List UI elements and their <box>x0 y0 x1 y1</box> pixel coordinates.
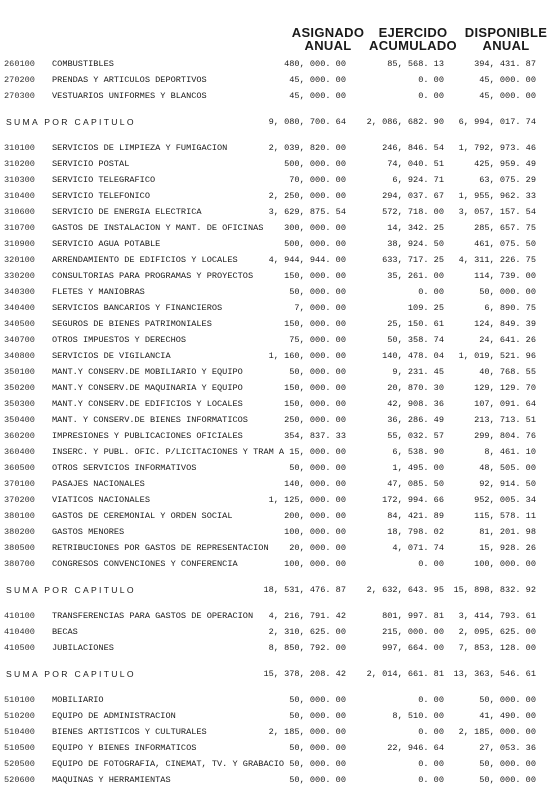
disponible-value: 952, 005. 34 <box>474 495 536 505</box>
asignado-value: 15, 000. 00 <box>289 447 346 457</box>
account-description: SERVICIOS DE VIGILANCIA <box>52 351 171 361</box>
table-row <box>0 444 550 460</box>
disponible-value: 115, 578. 11 <box>474 511 536 521</box>
ejercido-value: 25, 150. 61 <box>387 319 444 329</box>
table-row <box>0 364 550 380</box>
account-code: 510100 <box>4 695 35 705</box>
ejercido-value: 36, 286. 49 <box>387 415 444 425</box>
account-code: 410100 <box>4 611 35 621</box>
asignado-value: 300, 000. 00 <box>284 223 346 233</box>
budget-table <box>0 56 550 788</box>
account-code: 310900 <box>4 239 35 249</box>
table-row <box>0 460 550 476</box>
disponible-value: 81, 201. 98 <box>479 527 536 537</box>
account-code: 360200 <box>4 431 35 441</box>
account-description: SEGUROS DE BIENES PATRIMONIALES <box>52 319 212 329</box>
disponible-value: 40, 768. 55 <box>479 367 536 377</box>
ejercido-value: 84, 421. 89 <box>387 511 444 521</box>
ejercido-value: 2, 086, 682. 90 <box>366 117 444 127</box>
asignado-value: 50, 000. 00 <box>289 367 346 377</box>
row-gap <box>0 598 550 608</box>
account-code: 340500 <box>4 319 35 329</box>
account-code: 320100 <box>4 255 35 265</box>
account-description: GASTOS MENORES <box>52 527 125 537</box>
header-disponible <box>459 26 550 52</box>
account-code: 310400 <box>4 191 35 201</box>
asignado-value: 2, 310, 625. 00 <box>268 627 346 637</box>
account-code: 380100 <box>4 511 35 521</box>
table-row <box>0 428 550 444</box>
disponible-value: 461, 075. 50 <box>474 239 536 249</box>
account-description: TRANSFERENCIAS PARA GASTOS DE OPERACION <box>52 611 254 621</box>
ejercido-value: 14, 342. 25 <box>387 223 444 233</box>
account-code: 380500 <box>4 543 35 553</box>
ejercido-value: 6, 538. 90 <box>392 447 444 457</box>
account-code: 510400 <box>4 727 35 737</box>
asignado-value: 8, 850, 792. 00 <box>268 643 346 653</box>
asignado-value: 100, 000. 00 <box>284 527 346 537</box>
account-description: GASTOS DE CEREMONIAL Y ORDEN SOCIAL <box>52 511 233 521</box>
asignado-value: 2, 250, 000. 00 <box>268 191 346 201</box>
column-headers <box>0 4 550 54</box>
ejercido-value: 47, 085. 50 <box>387 479 444 489</box>
disponible-value: 124, 849. 39 <box>474 319 536 329</box>
disponible-value: 45, 000. 00 <box>479 91 536 101</box>
account-description: SERVICIOS DE LIMPIEZA Y FUMIGACION <box>52 143 228 153</box>
table-row <box>0 556 550 572</box>
asignado-value: 1, 125, 000. 00 <box>268 495 346 505</box>
account-code: 520500 <box>4 759 35 769</box>
ejercido-value: 55, 032. 57 <box>387 431 444 441</box>
account-description: SERVICIO DE ENERGIA ELECTRICA <box>52 207 202 217</box>
asignado-value: 50, 000. 00 <box>289 759 346 769</box>
disponible-value: 129, 129. 70 <box>474 383 536 393</box>
ejercido-value: 18, 798. 02 <box>387 527 444 537</box>
account-code: 510500 <box>4 743 35 753</box>
table-row <box>0 188 550 204</box>
account-description: COMBUSTIBLES <box>52 59 114 69</box>
ejercido-value: 20, 870. 30 <box>387 383 444 393</box>
account-description: CONSULTORIAS PARA PROGRAMAS Y PROYECTOS <box>52 271 254 281</box>
header-disponible-line1: DISPONIBLE <box>464 25 548 40</box>
account-description: SERVICIO POSTAL <box>52 159 130 169</box>
table-row <box>0 608 550 624</box>
asignado-value: 50, 000. 00 <box>289 695 346 705</box>
ejercido-value: 0. 00 <box>418 91 444 101</box>
table-row <box>0 268 550 284</box>
asignado-value: 50, 000. 00 <box>289 463 346 473</box>
ejercido-value: 0. 00 <box>418 559 444 569</box>
asignado-value: 20, 000. 00 <box>289 543 346 553</box>
asignado-value: 4, 944, 944. 00 <box>268 255 346 265</box>
table-row <box>0 204 550 220</box>
table-row <box>0 396 550 412</box>
account-description: OTROS SERVICIOS INFORMATIVOS <box>52 463 197 473</box>
ejercido-value: 50, 358. 74 <box>387 335 444 345</box>
asignado-value: 150, 000. 00 <box>284 383 346 393</box>
account-description: ARRENDAMIENTO DE EDIFICIOS Y LOCALES <box>52 255 238 265</box>
ejercido-value: 8, 510. 00 <box>392 711 444 721</box>
asignado-value: 1, 160, 000. 00 <box>268 351 346 361</box>
disponible-value: 50, 000. 00 <box>479 695 536 705</box>
ejercido-value: 0. 00 <box>418 287 444 297</box>
asignado-value: 45, 000. 00 <box>289 75 346 85</box>
ejercido-value: 6, 924. 71 <box>392 175 444 185</box>
disponible-value: 6, 994, 017. 74 <box>458 117 536 127</box>
account-code: 350200 <box>4 383 35 393</box>
account-code: 270300 <box>4 91 35 101</box>
asignado-value: 50, 000. 00 <box>289 775 346 785</box>
disponible-value: 3, 057, 157. 54 <box>458 207 536 217</box>
chapter-sum-row <box>0 666 550 682</box>
asignado-value: 50, 000. 00 <box>289 743 346 753</box>
disponible-value: 1, 792, 973. 46 <box>458 143 536 153</box>
table-row <box>0 724 550 740</box>
ejercido-value: 0. 00 <box>418 695 444 705</box>
ejercido-value: 38, 924. 50 <box>387 239 444 249</box>
table-row <box>0 640 550 656</box>
disponible-value: 27, 053. 36 <box>479 743 536 753</box>
account-description: MANT.Y CONSERV.DE MOBILIARIO Y EQUIPO <box>52 367 243 377</box>
disponible-value: 50, 000. 00 <box>479 759 536 769</box>
asignado-value: 4, 216, 791. 42 <box>268 611 346 621</box>
header-asignado-line2: ANUAL <box>304 38 352 53</box>
row-gap <box>0 130 550 140</box>
account-description: SERVICIO AGUA POTABLE <box>52 239 161 249</box>
account-code: 380700 <box>4 559 35 569</box>
header-ejercido <box>365 26 461 52</box>
asignado-value: 50, 000. 00 <box>289 711 346 721</box>
account-code: 410400 <box>4 627 35 637</box>
account-description: MAQUINAS Y HERRAMIENTAS <box>52 775 171 785</box>
table-row <box>0 316 550 332</box>
table-row <box>0 140 550 156</box>
disponible-value: 100, 000. 00 <box>474 559 536 569</box>
account-code: 340700 <box>4 335 35 345</box>
account-description: VIATICOS NACIONALES <box>52 495 150 505</box>
table-row <box>0 524 550 540</box>
account-code: 360500 <box>4 463 35 473</box>
asignado-value: 3, 629, 875. 54 <box>268 207 346 217</box>
ejercido-value: 22, 946. 64 <box>387 743 444 753</box>
table-row <box>0 72 550 88</box>
ejercido-value: 4, 071. 74 <box>392 543 444 553</box>
account-description: INSERC. Y PUBL. OFIC. P/LICITACIONES Y TRAM A <box>52 447 284 457</box>
disponible-value: 48, 505. 00 <box>479 463 536 473</box>
sum-label: SUMA POR CAPITULO <box>6 669 136 679</box>
disponible-value: 15, 898, 832. 92 <box>453 585 536 595</box>
account-code: 370200 <box>4 495 35 505</box>
ejercido-value: 140, 478. 04 <box>382 351 444 361</box>
disponible-value: 1, 019, 521. 96 <box>458 351 536 361</box>
table-row <box>0 252 550 268</box>
asignado-value: 150, 000. 00 <box>284 399 346 409</box>
asignado-value: 18, 531, 476. 87 <box>263 585 346 595</box>
chapter-sum-row <box>0 582 550 598</box>
account-description: OTROS IMPUESTOS Y DERECHOS <box>52 335 187 345</box>
account-code: 310300 <box>4 175 35 185</box>
account-description: EQUIPO DE FOTOGRAFIA, CINEMAT, TV. Y GRABACIO <box>52 759 284 769</box>
account-description: EQUIPO Y BIENES INFORMATICOS <box>52 743 197 753</box>
table-row <box>0 624 550 640</box>
ejercido-value: 42, 908. 36 <box>387 399 444 409</box>
table-row <box>0 172 550 188</box>
disponible-value: 92, 914. 50 <box>479 479 536 489</box>
table-row <box>0 236 550 252</box>
account-description: MANT.Y CONSERV.DE MAQUINARIA Y EQUIPO <box>52 383 243 393</box>
account-description: PASAJES NACIONALES <box>52 479 145 489</box>
account-description: MANT.Y CONSERV.DE EDIFICIOS Y LOCALES <box>52 399 243 409</box>
table-row <box>0 348 550 364</box>
disponible-value: 2, 095, 625. 00 <box>458 627 536 637</box>
account-code: 340800 <box>4 351 35 361</box>
disponible-value: 1, 955, 962. 33 <box>458 191 536 201</box>
table-row <box>0 332 550 348</box>
table-row <box>0 708 550 724</box>
asignado-value: 9, 080, 700. 64 <box>268 117 346 127</box>
account-description: MOBILIARIO <box>52 695 104 705</box>
asignado-value: 250, 000. 00 <box>284 415 346 425</box>
account-code: 380200 <box>4 527 35 537</box>
table-row <box>0 476 550 492</box>
account-description: JUBILACIONES <box>52 643 114 653</box>
disponible-value: 8, 461. 10 <box>484 447 536 457</box>
ejercido-value: 572, 718. 00 <box>382 207 444 217</box>
asignado-value: 480, 000. 00 <box>284 59 346 69</box>
ejercido-value: 35, 261. 00 <box>387 271 444 281</box>
ejercido-value: 0. 00 <box>418 775 444 785</box>
ejercido-value: 1, 495. 00 <box>392 463 444 473</box>
table-row <box>0 56 550 72</box>
account-code: 370100 <box>4 479 35 489</box>
asignado-value: 100, 000. 00 <box>284 559 346 569</box>
disponible-value: 213, 713. 51 <box>474 415 536 425</box>
account-description: SERVICIO TELEGRAFICO <box>52 175 156 185</box>
asignado-value: 354, 837. 33 <box>284 431 346 441</box>
disponible-value: 285, 657. 75 <box>474 223 536 233</box>
asignado-value: 500, 000. 00 <box>284 239 346 249</box>
disponible-value: 63, 075. 29 <box>479 175 536 185</box>
ejercido-value: 246, 846. 54 <box>382 143 444 153</box>
ejercido-value: 0. 00 <box>418 75 444 85</box>
account-description: EQUIPO DE ADMINISTRACION <box>52 711 176 721</box>
disponible-value: 299, 804. 76 <box>474 431 536 441</box>
account-code: 340300 <box>4 287 35 297</box>
table-row <box>0 300 550 316</box>
ejercido-value: 74, 040. 51 <box>387 159 444 169</box>
asignado-value: 500, 000. 00 <box>284 159 346 169</box>
asignado-value: 200, 000. 00 <box>284 511 346 521</box>
ejercido-value: 0. 00 <box>418 727 444 737</box>
asignado-value: 2, 039, 820. 00 <box>268 143 346 153</box>
disponible-value: 13, 363, 546. 61 <box>453 669 536 679</box>
account-description: SERVICIO TELEFONICO <box>52 191 150 201</box>
table-row <box>0 540 550 556</box>
asignado-value: 2, 185, 000. 00 <box>268 727 346 737</box>
disponible-value: 425, 959. 49 <box>474 159 536 169</box>
header-asignado <box>283 26 373 52</box>
disponible-value: 50, 000. 00 <box>479 287 536 297</box>
account-code: 310100 <box>4 143 35 153</box>
disponible-value: 50, 000. 00 <box>479 775 536 785</box>
account-description: VESTUARIOS UNIFORMES Y BLANCOS <box>52 91 207 101</box>
account-description: FLETES Y MANIOBRAS <box>52 287 145 297</box>
ejercido-value: 633, 717. 25 <box>382 255 444 265</box>
account-code: 350300 <box>4 399 35 409</box>
row-gap <box>0 682 550 692</box>
ejercido-value: 801, 997. 81 <box>382 611 444 621</box>
account-description: GASTOS DE INSTALACION Y MANT. DE OFICINAS <box>52 223 264 233</box>
table-row <box>0 284 550 300</box>
sum-label: SUMA POR CAPITULO <box>6 585 136 595</box>
ejercido-value: 9, 231. 45 <box>392 367 444 377</box>
asignado-value: 140, 000. 00 <box>284 479 346 489</box>
row-gap <box>0 656 550 666</box>
disponible-value: 2, 185, 000. 00 <box>458 727 536 737</box>
table-row <box>0 772 550 788</box>
account-code: 510200 <box>4 711 35 721</box>
table-row <box>0 756 550 772</box>
disponible-value: 6, 890. 75 <box>484 303 536 313</box>
account-code: 310700 <box>4 223 35 233</box>
account-code: 270200 <box>4 75 35 85</box>
disponible-value: 41, 490. 00 <box>479 711 536 721</box>
account-code: 410500 <box>4 643 35 653</box>
disponible-value: 114, 739. 00 <box>474 271 536 281</box>
header-ejercido-line2: ACUMULADO <box>369 38 457 53</box>
account-code: 340400 <box>4 303 35 313</box>
table-row <box>0 692 550 708</box>
disponible-value: 45, 000. 00 <box>479 75 536 85</box>
account-description: SERVICIOS BANCARIOS Y FINANCIEROS <box>52 303 223 313</box>
ejercido-value: 2, 632, 643. 95 <box>366 585 444 595</box>
disponible-value: 24, 641. 26 <box>479 335 536 345</box>
table-row <box>0 156 550 172</box>
account-code: 310600 <box>4 207 35 217</box>
disponible-value: 107, 091. 64 <box>474 399 536 409</box>
account-description: BECAS <box>52 627 78 637</box>
table-row <box>0 508 550 524</box>
disponible-value: 15, 928. 26 <box>479 543 536 553</box>
row-gap <box>0 572 550 582</box>
ejercido-value: 109. 25 <box>407 303 444 313</box>
row-gap <box>0 104 550 114</box>
ejercido-value: 215, 000. 00 <box>382 627 444 637</box>
ejercido-value: 294, 037. 67 <box>382 191 444 201</box>
asignado-value: 70, 000. 00 <box>289 175 346 185</box>
asignado-value: 75, 000. 00 <box>289 335 346 345</box>
account-description: MANT. Y CONSERV.DE BIENES INFORMATICOS <box>52 415 248 425</box>
account-description: BIENES ARTISTICOS Y CULTURALES <box>52 727 207 737</box>
ejercido-value: 172, 994. 66 <box>382 495 444 505</box>
account-code: 260100 <box>4 59 35 69</box>
account-description: CONGRESOS CONVENCIONES Y CONFERENCIA <box>52 559 238 569</box>
account-description: RETRIBUCIONES POR GASTOS DE REPRESENTACION <box>52 543 269 553</box>
table-row <box>0 380 550 396</box>
disponible-value: 7, 853, 128. 00 <box>458 643 536 653</box>
account-code: 520600 <box>4 775 35 785</box>
account-description: PRENDAS Y ARTICULOS DEPORTIVOS <box>52 75 207 85</box>
header-ejercido-line1: EJERCIDO <box>378 25 448 40</box>
table-row <box>0 88 550 104</box>
asignado-value: 7, 000. 00 <box>294 303 346 313</box>
asignado-value: 50, 000. 00 <box>289 287 346 297</box>
table-row <box>0 220 550 236</box>
disponible-value: 394, 431. 87 <box>474 59 536 69</box>
ejercido-value: 2, 014, 661. 81 <box>366 669 444 679</box>
account-code: 330200 <box>4 271 35 281</box>
disponible-value: 4, 311, 226. 75 <box>458 255 536 265</box>
disponible-value: 3, 414, 793. 61 <box>458 611 536 621</box>
account-code: 350100 <box>4 367 35 377</box>
account-code: 360400 <box>4 447 35 457</box>
table-row <box>0 492 550 508</box>
account-code: 310200 <box>4 159 35 169</box>
sum-label: SUMA POR CAPITULO <box>6 117 136 127</box>
ejercido-value: 85, 568. 13 <box>387 59 444 69</box>
table-row <box>0 740 550 756</box>
account-description: IMPRESIONES Y PUBLICACIONES OFICIALES <box>52 431 243 441</box>
account-code: 350400 <box>4 415 35 425</box>
ejercido-value: 997, 664. 00 <box>382 643 444 653</box>
asignado-value: 15, 378, 208. 42 <box>263 669 346 679</box>
asignado-value: 150, 000. 00 <box>284 319 346 329</box>
asignado-value: 150, 000. 00 <box>284 271 346 281</box>
header-disponible-line2: ANUAL <box>482 38 530 53</box>
header-asignado-line1: ASIGNADO <box>291 25 365 40</box>
chapter-sum-row <box>0 114 550 130</box>
asignado-value: 45, 000. 00 <box>289 91 346 101</box>
table-row <box>0 412 550 428</box>
ejercido-value: 0. 00 <box>418 759 444 769</box>
